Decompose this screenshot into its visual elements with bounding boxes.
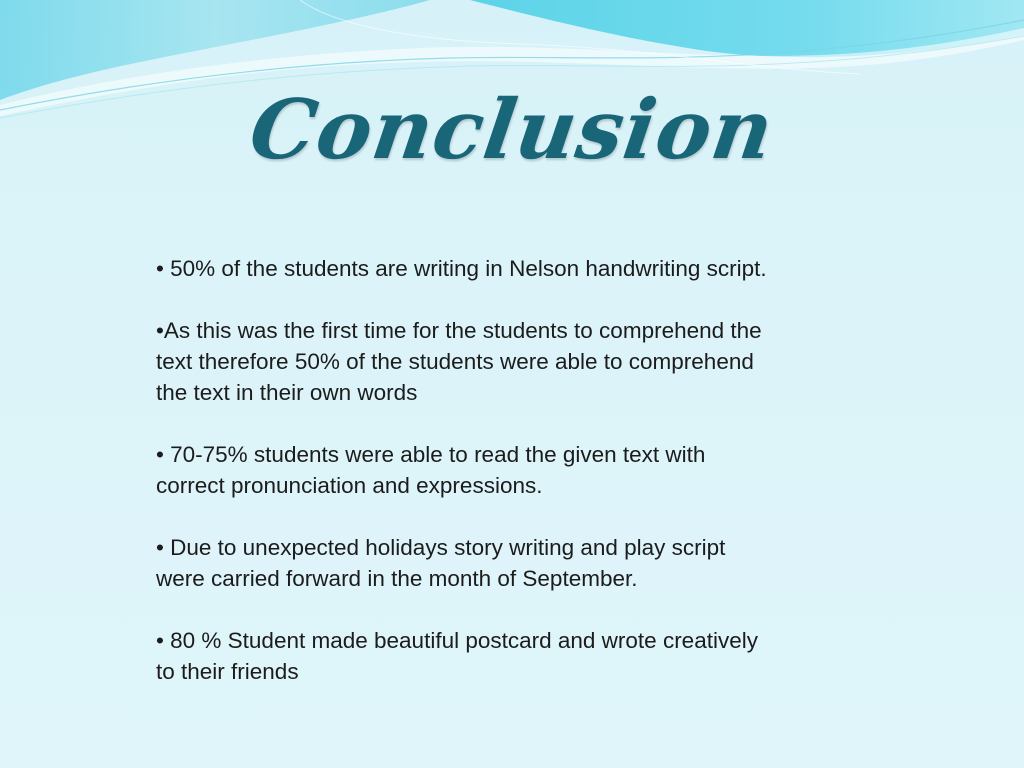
bullet-item-holidays: • Due to unexpected holidays story writing and play script were carried forward in the month of September. xyxy=(156,535,726,591)
bullet-item-comprehension: •As this was the first time for the students to comprehend the text therefore 50% of the students were able to comprehend the text in their own words xyxy=(156,318,762,405)
bullet-item-postcard: • 80 % Student made beautiful postcard and wrote creatively to their friends xyxy=(156,628,758,684)
slide-title: Conclusion xyxy=(244,82,780,178)
bullet-item-reading: • 70-75% students were able to read the given text with correct pronunciation and expressions. xyxy=(156,442,706,498)
conclusion-bullet-list xyxy=(156,253,876,687)
bullet-item-handwriting: • 50% of the students are writing in Nelson handwriting script. xyxy=(156,256,767,281)
